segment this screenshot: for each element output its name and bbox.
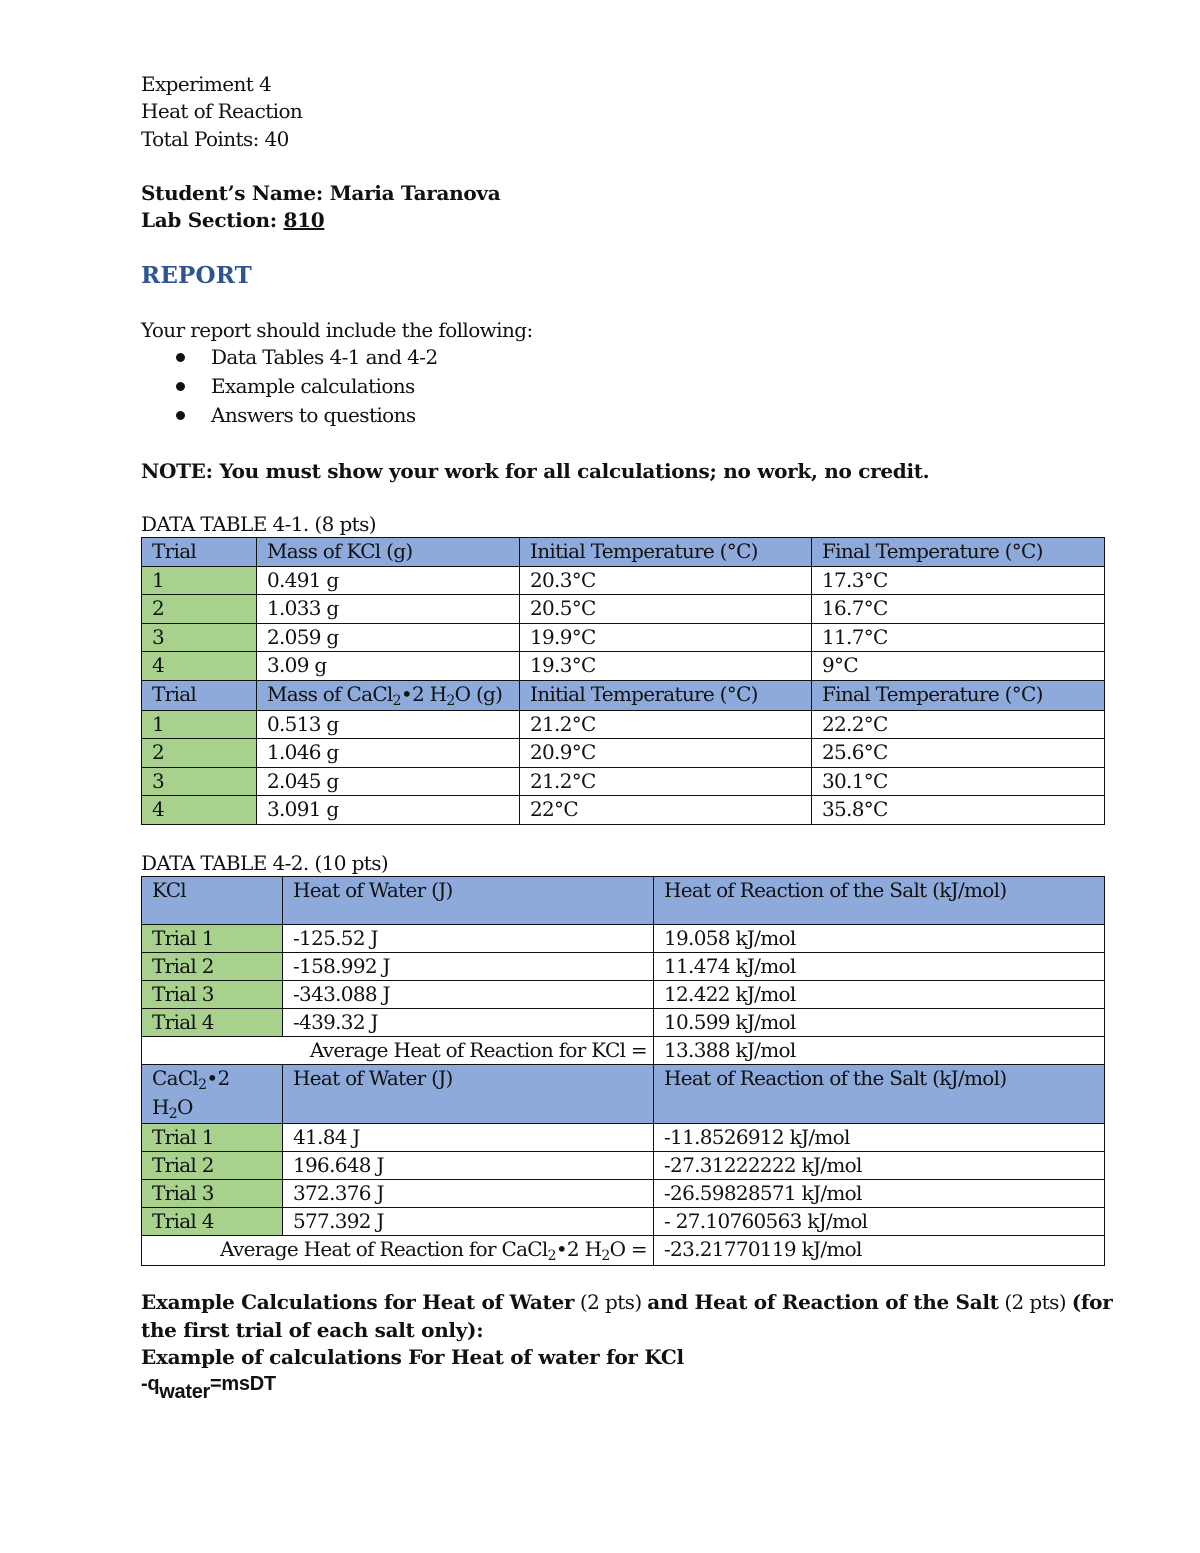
lab-section: [141, 207, 324, 233]
trial-cell: Trial 3: [142, 1180, 283, 1208]
table-cell: -343.088 J: [283, 981, 654, 1009]
table-row: [142, 1180, 1105, 1208]
table-header-cell: CaCl$_2$•2 $H_2O$: [142, 1065, 283, 1124]
data-table-4-1: [141, 537, 1105, 825]
table-row: [142, 1009, 1105, 1037]
calc-heading-line1: Example Calculations for Heat of Water (2 pts) and Heat of Reaction of the Salt (2 pts) (for: [141, 1290, 1113, 1314]
trial-cell: 2: [142, 739, 257, 768]
table-cell: 3.091 g: [257, 796, 520, 825]
table-cell: 1.046 g: [257, 739, 520, 768]
table-cell: 11.7°C: [812, 623, 1105, 652]
formula: -qwater=msDT: [141, 1373, 276, 1403]
trial-cell: 1: [142, 710, 257, 739]
table-header-cell: Heat of Water (J): [283, 877, 654, 925]
table2-caption: DATA TABLE 4-2. (10 pts): [141, 851, 389, 875]
bullet-icon: [176, 353, 185, 362]
table-cell: -439.32 J: [283, 1009, 654, 1037]
bullet-icon: [176, 382, 185, 391]
trial-cell: Trial 2: [142, 1152, 283, 1180]
table-cell: -11.8526912 kJ/mol: [654, 1124, 1105, 1152]
bullet-icon: [176, 411, 185, 420]
table-cell: 9°C: [812, 652, 1105, 681]
average-label: Average Heat of Reaction for KCl =: [142, 1037, 654, 1065]
table-cell: 20.5°C: [520, 595, 812, 624]
table-header-row: [142, 1065, 1105, 1124]
table-header-row: [142, 680, 1105, 710]
lab-section-label: Lab Section:: [141, 208, 284, 232]
trial-cell: 1: [142, 566, 257, 595]
table-cell: 577.392 J: [283, 1208, 654, 1236]
table-row: [142, 652, 1105, 681]
table-header-cell: Initial Temperature (°C): [520, 680, 812, 710]
list-item: Example calculations: [170, 372, 438, 401]
table-cell: 196.648 J: [283, 1152, 654, 1180]
trial-cell: Trial 4: [142, 1208, 283, 1236]
table-cell: 30.1°C: [812, 767, 1105, 796]
table-cell: 11.474 kJ/mol: [654, 953, 1105, 981]
table-cell: 22°C: [520, 796, 812, 825]
table-cell: 22.2°C: [812, 710, 1105, 739]
table-row: [142, 1152, 1105, 1180]
table-row: [142, 710, 1105, 739]
table-cell: 2.059 g: [257, 623, 520, 652]
trial-cell: 3: [142, 767, 257, 796]
table-header-cell: Heat of Reaction of the Salt (kJ/mol): [654, 1065, 1105, 1124]
table-row: [142, 739, 1105, 768]
trial-cell: Trial 1: [142, 925, 283, 953]
table-cell: 16.7°C: [812, 595, 1105, 624]
trial-cell: 4: [142, 796, 257, 825]
table-cell: 41.84 J: [283, 1124, 654, 1152]
trial-cell: 3: [142, 623, 257, 652]
table-cell: 17.3°C: [812, 566, 1105, 595]
table-row: [142, 953, 1105, 981]
calc-heading-line2: the first trial of each salt only):: [141, 1318, 484, 1342]
table-header-row: [142, 877, 1105, 925]
table-header-cell: Heat of Water (J): [283, 1065, 654, 1124]
trial-cell: 4: [142, 652, 257, 681]
table-row: [142, 1208, 1105, 1236]
student-name: Student’s Name: Maria Taranova: [141, 181, 501, 205]
list-item: Data Tables 4-1 and 4-2: [170, 343, 438, 372]
table1-caption: DATA TABLE 4-1. (8 pts): [141, 512, 376, 536]
trial-cell: Trial 1: [142, 1124, 283, 1152]
table-header-row: [142, 538, 1105, 567]
table-cell: 372.376 J: [283, 1180, 654, 1208]
table-cell: 0.513 g: [257, 710, 520, 739]
average-label: Average Heat of Reaction for CaCl$_2$•2 $H_2O$ =: [142, 1236, 654, 1266]
report-intro: Your report should include the following:: [141, 318, 533, 342]
table-cell: 20.9°C: [520, 739, 812, 768]
average-row: [142, 1236, 1105, 1266]
table-cell: 12.422 kJ/mol: [654, 981, 1105, 1009]
table-header-cell: Trial: [142, 538, 257, 567]
list-item: Answers to questions: [170, 401, 438, 430]
table-row: [142, 981, 1105, 1009]
table-header-cell: KCl: [142, 877, 283, 925]
table-cell: -27.31222222 kJ/mol: [654, 1152, 1105, 1180]
table-header-cell: Mass of CaCl$_2$•2 $H_2O$ (g): [257, 680, 520, 710]
report-heading: REPORT: [141, 262, 253, 289]
trial-cell: Trial 4: [142, 1009, 283, 1037]
table-cell: 19.9°C: [520, 623, 812, 652]
table-cell: -158.992 J: [283, 953, 654, 981]
table-row: [142, 566, 1105, 595]
data-table-4-2: [141, 876, 1105, 1266]
table-row: [142, 1124, 1105, 1152]
experiment-title: Heat of Reaction: [141, 99, 303, 123]
table-cell: 21.2°C: [520, 767, 812, 796]
table-cell: 20.3°C: [520, 566, 812, 595]
lab-section-value: 810: [283, 208, 325, 232]
table-header-cell: Final Temperature (°C): [812, 538, 1105, 567]
table-cell: 2.045 g: [257, 767, 520, 796]
table-header-cell: Initial Temperature (°C): [520, 538, 812, 567]
table-cell: 3.09 g: [257, 652, 520, 681]
experiment-number: Experiment 4: [141, 72, 272, 96]
table-header-cell: Final Temperature (°C): [812, 680, 1105, 710]
table-header-cell: Trial: [142, 680, 257, 710]
table-cell: -26.59828571 kJ/mol: [654, 1180, 1105, 1208]
table-row: [142, 767, 1105, 796]
table-cell: 21.2°C: [520, 710, 812, 739]
table-header-cell: Mass of KCl (g): [257, 538, 520, 567]
total-points: Total Points: 40: [141, 127, 289, 151]
table-cell: 19.3°C: [520, 652, 812, 681]
table-cell: 25.6°C: [812, 739, 1105, 768]
trial-cell: 2: [142, 595, 257, 624]
average-value: -23.21770119 kJ/mol: [654, 1236, 1105, 1266]
table-cell: 0.491 g: [257, 566, 520, 595]
average-value: 13.388 kJ/mol: [654, 1037, 1105, 1065]
average-row: [142, 1037, 1105, 1065]
table-row: [142, 925, 1105, 953]
table-cell: 35.8°C: [812, 796, 1105, 825]
table-cell: 1.033 g: [257, 595, 520, 624]
table-row: [142, 623, 1105, 652]
table-row: [142, 595, 1105, 624]
table-header-cell: Heat of Reaction of the Salt (kJ/mol): [654, 877, 1105, 925]
trial-cell: Trial 2: [142, 953, 283, 981]
table-cell: 10.599 kJ/mol: [654, 1009, 1105, 1037]
note-text: NOTE: You must show your work for all calculations; no work, no credit.: [141, 459, 930, 483]
table-row: [142, 796, 1105, 825]
table-cell: -125.52 J: [283, 925, 654, 953]
calc-subheading: Example of calculations For Heat of water for KCl: [141, 1345, 684, 1369]
trial-cell: Trial 3: [142, 981, 283, 1009]
table-cell: 19.058 kJ/mol: [654, 925, 1105, 953]
report-requirements-list: [170, 343, 438, 430]
table-cell: - 27.10760563 kJ/mol: [654, 1208, 1105, 1236]
